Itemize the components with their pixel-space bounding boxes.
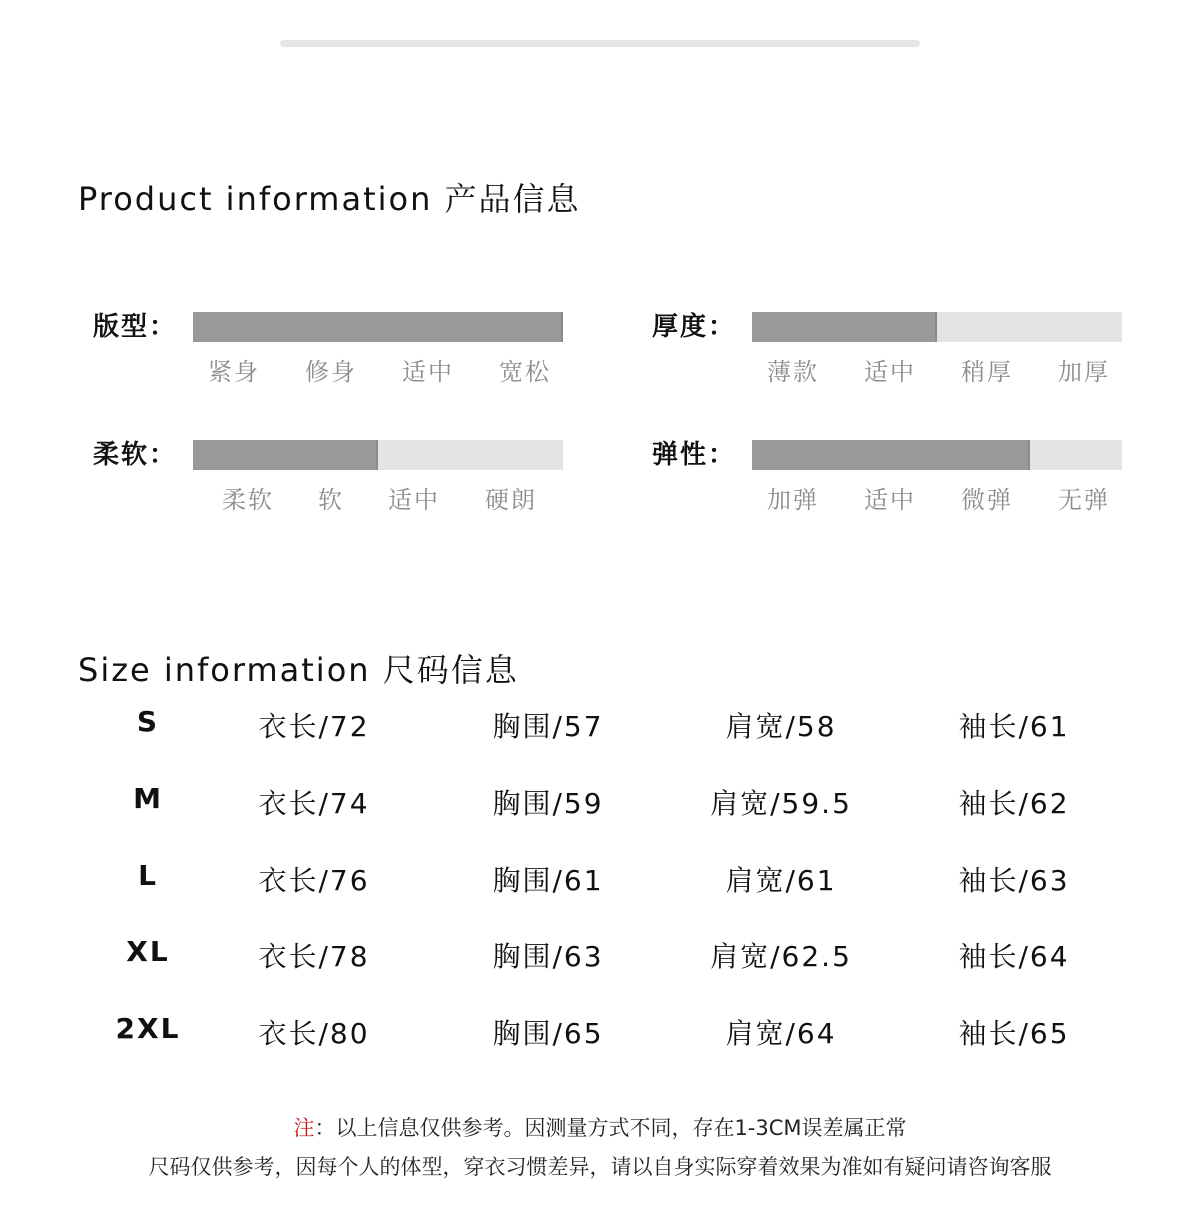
attribute-label: 弹性：	[652, 440, 737, 470]
attribute-thickness	[652, 312, 1132, 392]
chest-cell: 胸围/57	[492, 710, 604, 743]
length-cell: 衣长/74	[258, 787, 370, 820]
attribute-options	[752, 480, 1122, 512]
attribute-elasticity	[652, 440, 1132, 520]
attribute-bar	[193, 440, 563, 470]
attribute-option: 稍厚	[961, 358, 1013, 386]
sleeve-cell: 袖长/61	[958, 710, 1070, 743]
attribute-fit	[93, 312, 573, 392]
attribute-option: 适中	[864, 358, 916, 386]
attribute-label: 柔软：	[93, 440, 178, 470]
attribute-bar-fill	[752, 312, 937, 342]
attribute-bar	[193, 312, 563, 342]
attribute-option: 加厚	[1058, 358, 1110, 386]
length-cell: 衣长/76	[258, 864, 370, 897]
chest-cell: 胸围/63	[492, 940, 604, 973]
size-label: XL	[126, 935, 170, 968]
attribute-options	[193, 352, 563, 384]
note-prefix: 注	[293, 1116, 315, 1140]
attribute-option: 修身	[305, 358, 357, 386]
shoulder-cell: 肩宽/64	[725, 1017, 837, 1050]
attribute-options	[193, 480, 563, 512]
sleeve-cell: 袖长/65	[958, 1017, 1070, 1050]
shoulder-cell: 肩宽/59.5	[710, 787, 852, 820]
size-info-title: Size information 尺码信息	[78, 651, 519, 689]
attribute-option: 宽松	[499, 358, 551, 386]
table-row	[0, 782, 1200, 859]
attribute-option: 加弹	[767, 486, 819, 514]
attribute-bar	[752, 440, 1122, 470]
note-text: ：以上信息仅供参考。因测量方式不同，存在1-3CM误差属正常	[314, 1116, 907, 1140]
attribute-softness	[93, 440, 573, 520]
product-info-title: Product information 产品信息	[78, 180, 581, 218]
attribute-option: 无弹	[1058, 486, 1110, 514]
size-label: 2XL	[115, 1012, 181, 1045]
note-line-2: 尺码仅供参考，因每个人的体型，穿衣习惯差异，请以自身实际穿着效果为准如有疑问请咨询客服	[148, 1155, 1052, 1179]
shoulder-cell: 肩宽/62.5	[710, 940, 852, 973]
attribute-bar-fill	[193, 312, 563, 342]
attribute-option: 软	[318, 486, 344, 514]
table-row	[0, 1012, 1200, 1089]
attribute-options	[752, 352, 1122, 384]
length-cell: 衣长/80	[258, 1017, 370, 1050]
size-label: M	[133, 782, 163, 815]
attribute-bar-fill	[193, 440, 378, 470]
length-cell: 衣长/78	[258, 940, 370, 973]
sleeve-cell: 袖长/63	[958, 864, 1070, 897]
sleeve-cell: 袖长/64	[958, 940, 1070, 973]
attribute-option: 微弹	[961, 486, 1013, 514]
attribute-bar	[752, 312, 1122, 342]
attribute-bar-fill	[752, 440, 1030, 470]
size-label: L	[138, 859, 158, 892]
note-line-1	[0, 1112, 1200, 1142]
attribute-label: 版型：	[93, 312, 178, 342]
chest-cell: 胸围/59	[492, 787, 604, 820]
table-row	[0, 859, 1200, 936]
attribute-option: 适中	[388, 486, 440, 514]
attribute-option: 适中	[402, 358, 454, 386]
top-divider	[280, 40, 920, 47]
table-row	[0, 705, 1200, 782]
chest-cell: 胸围/61	[492, 864, 604, 897]
sleeve-cell: 袖长/62	[958, 787, 1070, 820]
shoulder-cell: 肩宽/58	[725, 710, 837, 743]
shoulder-cell: 肩宽/61	[725, 864, 837, 897]
length-cell: 衣长/72	[258, 710, 370, 743]
attribute-option: 柔软	[222, 486, 274, 514]
attribute-label: 厚度：	[652, 312, 737, 342]
attribute-option: 硬朗	[485, 486, 537, 514]
attribute-option: 紧身	[208, 358, 260, 386]
chest-cell: 胸围/65	[492, 1017, 604, 1050]
size-label: S	[136, 705, 160, 738]
attribute-option: 薄款	[767, 358, 819, 386]
attribute-option: 适中	[864, 486, 916, 514]
table-row	[0, 935, 1200, 1012]
